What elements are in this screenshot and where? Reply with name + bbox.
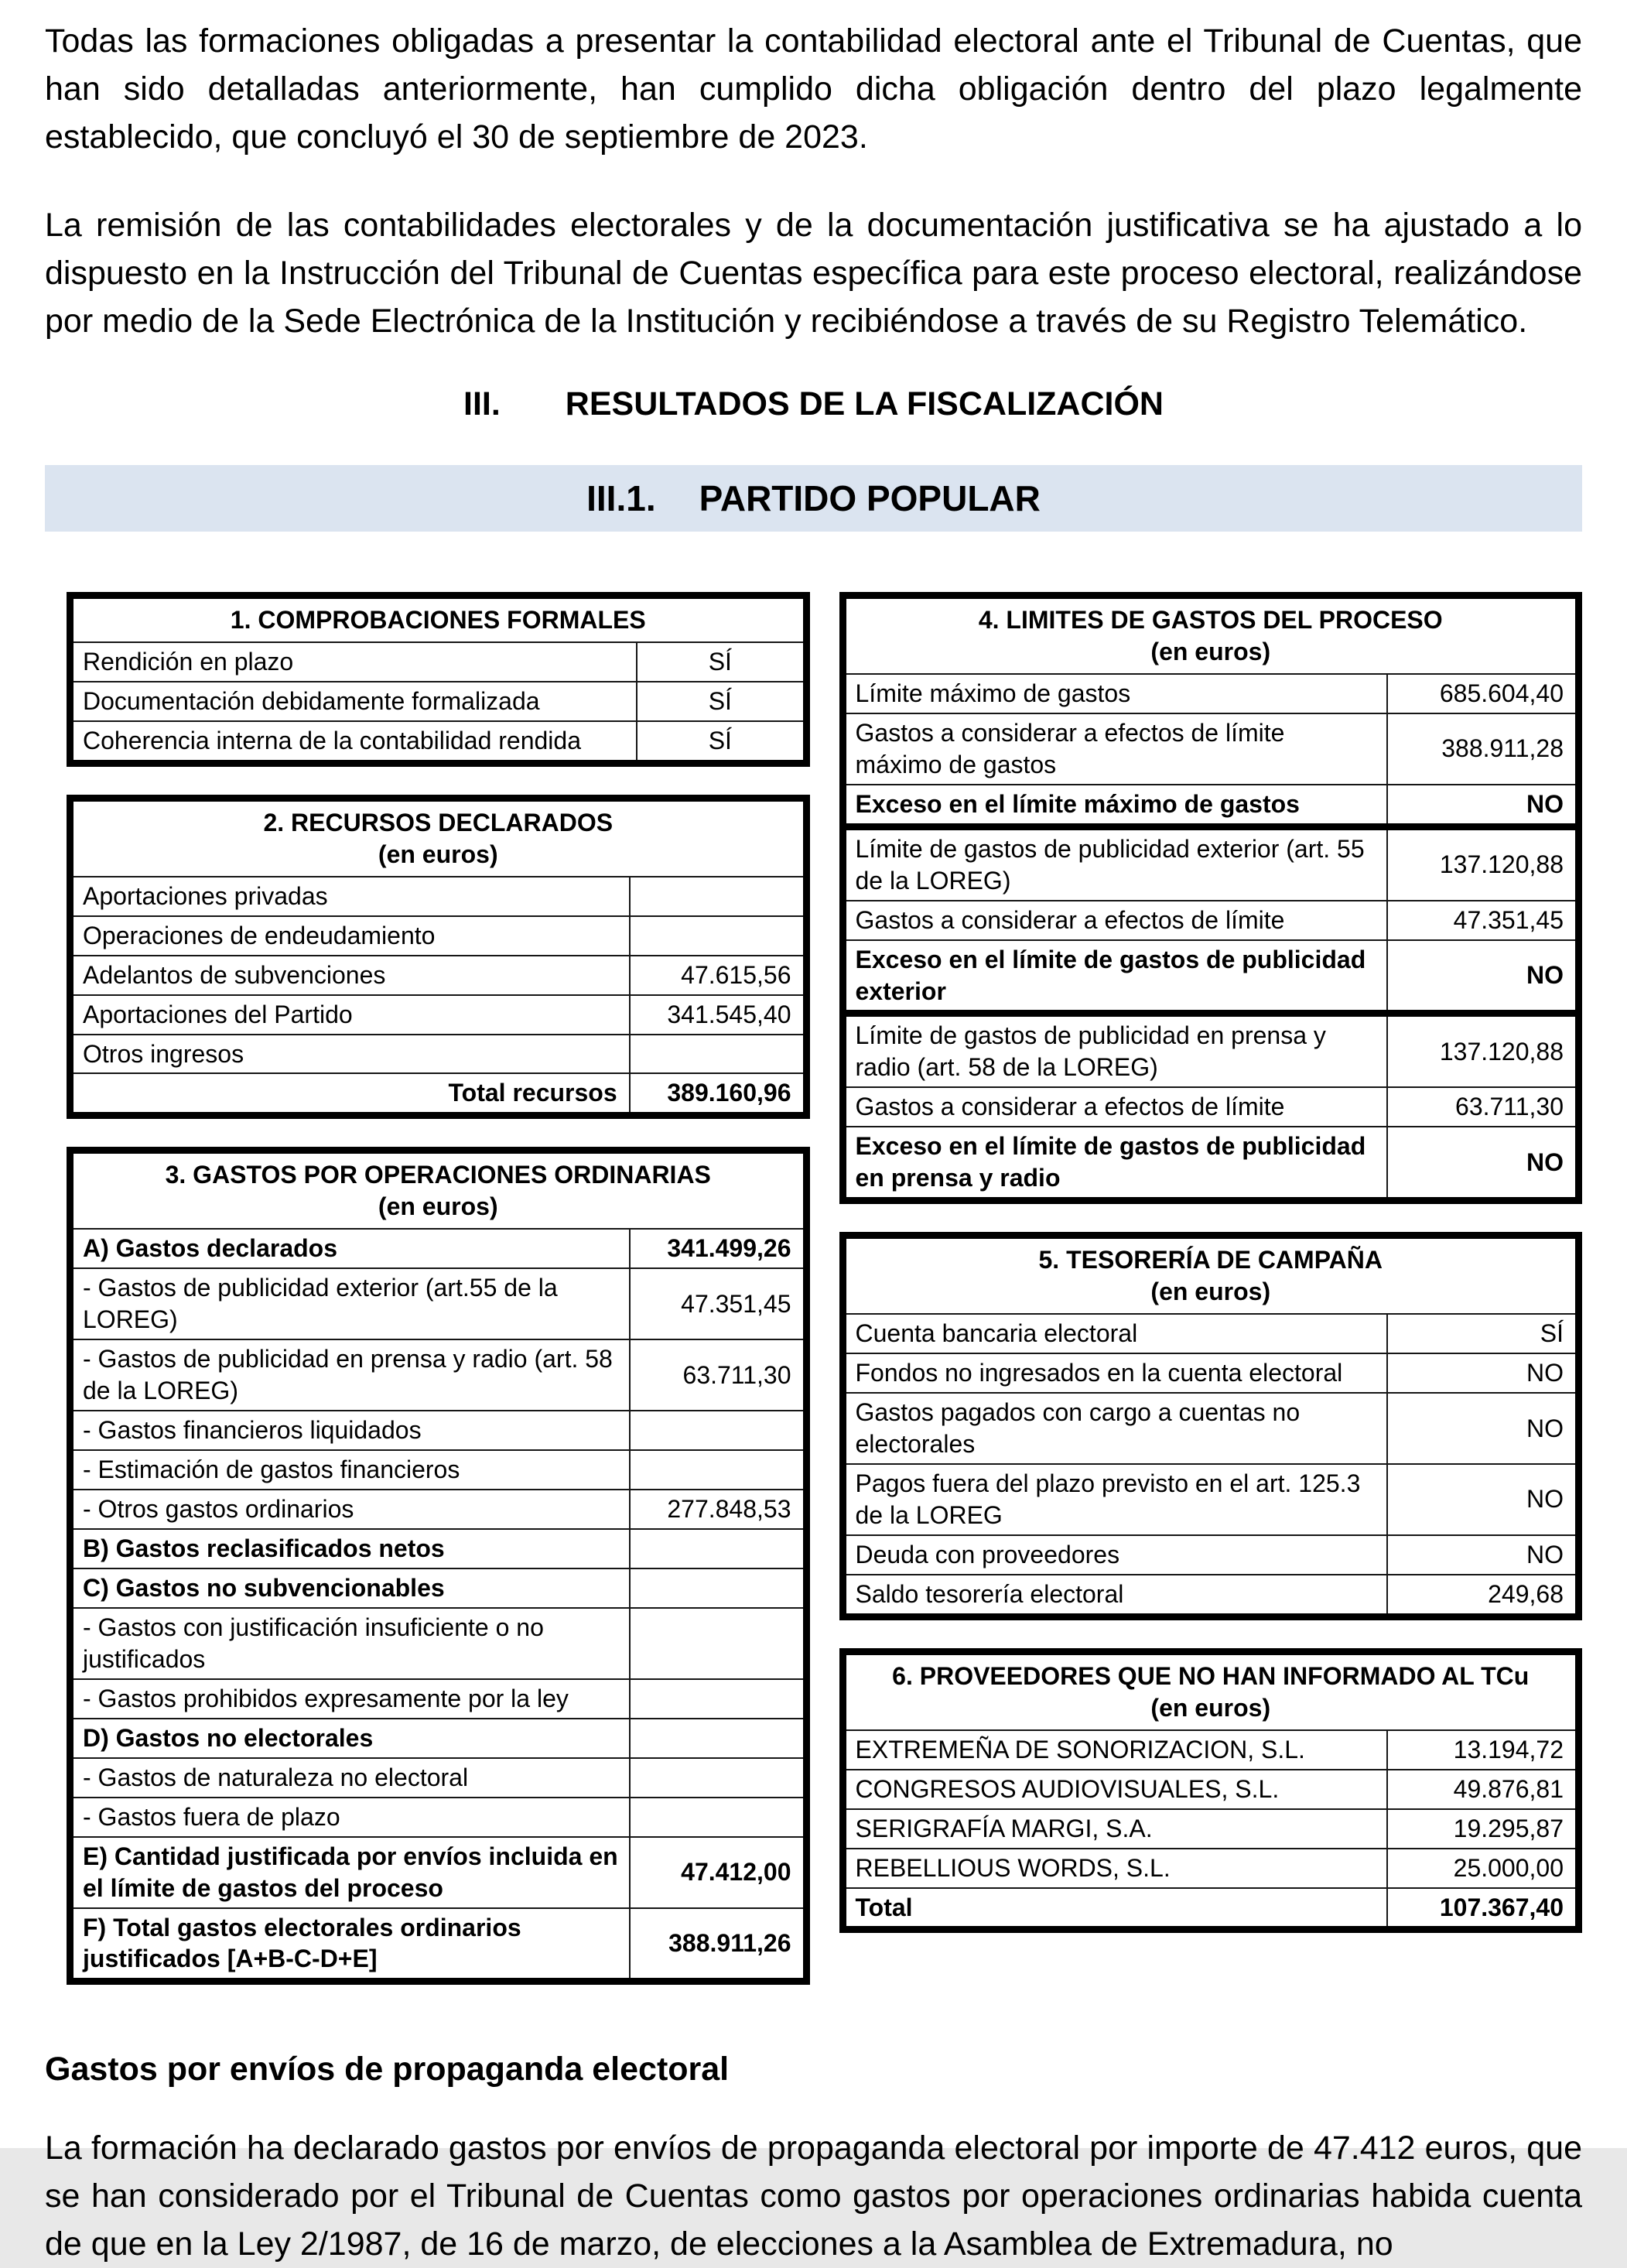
intro-paragraph-2: La remisión de las contabilidades electorales y de la documentación justificativa se ha ajustado a lo dispuesto en la Instrucción del Tribunal de Cuentas específica para este proceso electoral, realizándose por medio de la Sede Electrónica de la Institución y recibiéndose a través de su Registro Telemático.	[45, 207, 1582, 340]
subsection-title: PARTIDO POPULAR	[699, 478, 1041, 518]
row-label: Aportaciones del Partido	[70, 995, 630, 1035]
table-row	[70, 1679, 807, 1719]
row-label: - Gastos de naturaleza no electoral	[70, 1758, 630, 1798]
row-value: 63.711,30	[630, 1339, 806, 1411]
row-label: Gastos a considerar a efectos de límite	[843, 901, 1387, 940]
row-value: NO	[1387, 940, 1578, 1014]
table-recursos-declarados	[67, 795, 810, 1120]
row-value: 47.351,45	[1387, 901, 1578, 940]
row-value: 389.160,96	[630, 1073, 806, 1115]
row-value	[630, 1798, 806, 1837]
table-row	[70, 1268, 807, 1339]
row-label: - Gastos fuera de plazo	[70, 1798, 630, 1837]
row-label: - Gastos prohibidos expresamente por la ley	[70, 1679, 630, 1719]
row-label: Rendición en plazo	[70, 642, 637, 682]
table-title: 2. RECURSOS DECLARADOS (en euros)	[70, 798, 807, 876]
table-row	[843, 713, 1579, 785]
table-limites-gastos-proceso	[839, 592, 1583, 1204]
table-row	[70, 995, 807, 1035]
table-row	[70, 1798, 807, 1837]
row-value	[630, 1035, 806, 1074]
row-value	[630, 1608, 806, 1679]
table-title: 6. PROVEEDORES QUE NO HAN INFORMADO AL TCu (en euros)	[843, 1651, 1579, 1729]
row-value: 685.604,40	[1387, 674, 1578, 713]
table-row	[70, 1608, 807, 1679]
row-label: Exceso en el límite de gastos de publicidad en prensa y radio	[843, 1127, 1387, 1200]
table-row	[843, 826, 1579, 900]
table-row	[70, 721, 807, 763]
row-label: - Gastos de publicidad en prensa y radio (art. 58 de la LOREG)	[70, 1339, 630, 1411]
row-value	[630, 877, 806, 916]
row-label: REBELLIOUS WORDS, S.L.	[843, 1849, 1387, 1888]
row-label: CONGRESOS AUDIOVISUALES, S.L.	[843, 1770, 1387, 1809]
row-value: 388.911,26	[630, 1908, 806, 1982]
table-row	[70, 1837, 807, 1908]
table-row	[70, 1450, 807, 1490]
row-label: Total recursos	[70, 1073, 630, 1115]
table-row	[843, 1314, 1579, 1353]
table-row	[70, 916, 807, 956]
row-label: Saldo tesorería electoral	[843, 1575, 1387, 1616]
row-value: 47.351,45	[630, 1268, 806, 1339]
row-value	[630, 1679, 806, 1719]
row-label: - Otros gastos ordinarios	[70, 1490, 630, 1529]
row-value: 49.876,81	[1387, 1770, 1578, 1809]
table-row	[843, 1575, 1579, 1616]
table-tesoreria-campana	[839, 1232, 1583, 1620]
row-label: Total	[843, 1888, 1387, 1930]
table-row	[70, 1719, 807, 1758]
table-row	[843, 674, 1579, 713]
section-heading	[45, 385, 1582, 423]
row-label: F) Total gastos electorales ordinarios justificados [A+B-C-D+E]	[70, 1908, 630, 1982]
row-value: 25.000,00	[1387, 1849, 1578, 1888]
row-value: 341.545,40	[630, 995, 806, 1035]
row-label: Gastos pagados con cargo a cuentas no electorales	[843, 1393, 1387, 1464]
row-label: Límite máximo de gastos	[843, 674, 1387, 713]
row-label: Pagos fuera del plazo previsto en el art. 125.3 de la LOREG	[843, 1464, 1387, 1535]
row-label: Aportaciones privadas	[70, 877, 630, 916]
row-label: Coherencia interna de la contabilidad rendida	[70, 721, 637, 763]
table-title: 3. GASTOS POR OPERACIONES ORDINARIAS (en euros)	[70, 1151, 807, 1229]
row-value: 47.412,00	[630, 1837, 806, 1908]
table-row	[843, 1014, 1579, 1087]
table-row	[843, 901, 1579, 940]
table-row	[70, 956, 807, 995]
table-row	[843, 1464, 1579, 1535]
row-value	[630, 1758, 806, 1798]
row-value	[630, 1719, 806, 1758]
row-value	[630, 1411, 806, 1450]
table-header-row	[70, 1151, 807, 1229]
row-value: 47.615,56	[630, 956, 806, 995]
row-value: NO	[1387, 1535, 1578, 1575]
row-value	[630, 1450, 806, 1490]
row-label: EXTREMEÑA DE SONORIZACION, S.L.	[843, 1730, 1387, 1770]
table-row	[70, 1568, 807, 1608]
tables-right-column	[839, 592, 1583, 1961]
row-label: D) Gastos no electorales	[70, 1719, 630, 1758]
row-value: 249,68	[1387, 1575, 1578, 1616]
table-row	[843, 785, 1579, 826]
row-value: SÍ	[637, 721, 806, 763]
row-label: Límite de gastos de publicidad en prensa y radio (art. 58 de la LOREG)	[843, 1014, 1387, 1087]
row-label: Cuenta bancaria electoral	[843, 1314, 1387, 1353]
row-label: C) Gastos no subvencionables	[70, 1568, 630, 1608]
table-row	[70, 682, 807, 721]
table-row	[70, 1908, 807, 1982]
row-label: B) Gastos reclasificados netos	[70, 1529, 630, 1568]
table-proveedores-tcu	[839, 1648, 1583, 1934]
table-row	[843, 1087, 1579, 1127]
row-label: Límite de gastos de publicidad exterior (art. 55 de la LOREG)	[843, 826, 1387, 900]
table-row	[70, 1073, 807, 1115]
row-label: Otros ingresos	[70, 1035, 630, 1074]
table-row	[843, 1809, 1579, 1849]
row-label: E) Cantidad justificada por envíos incluida en el límite de gastos del proceso	[70, 1837, 630, 1908]
row-value	[630, 916, 806, 956]
intro-paragraph-1: Todas las formaciones obligadas a presentar la contabilidad electoral ante el Tribunal de Cuentas, que han sido detalladas anteriormente, han cumplido dicha obligación dentro del plazo legalmente establecido, que concluyó el 30 de septiembre de 2023.	[45, 22, 1582, 156]
row-label: Operaciones de endeudamiento	[70, 916, 630, 956]
row-value	[630, 1529, 806, 1568]
table-row	[843, 1730, 1579, 1770]
table-title: 1. COMPROBACIONES FORMALES	[70, 596, 807, 642]
table-header-row	[843, 596, 1579, 674]
subsection-heading	[45, 465, 1582, 532]
row-value: 388.911,28	[1387, 713, 1578, 785]
row-label: Fondos no ingresados en la cuenta electoral	[843, 1353, 1387, 1393]
table-header-row	[843, 1236, 1579, 1314]
table-comprobaciones-formales	[67, 592, 810, 767]
row-value: NO	[1387, 1464, 1578, 1535]
table-row	[843, 1535, 1579, 1575]
row-value: 19.295,87	[1387, 1809, 1578, 1849]
row-label: - Gastos con justificación insuficiente o no justificados	[70, 1608, 630, 1679]
row-value: 277.848,53	[630, 1490, 806, 1529]
row-label: - Gastos financieros liquidados	[70, 1411, 630, 1450]
table-row	[70, 1758, 807, 1798]
table-gastos-operaciones-ordinarias	[67, 1147, 810, 1985]
tables-left-column	[67, 592, 810, 2013]
row-label: - Gastos de publicidad exterior (art.55 de la LOREG)	[70, 1268, 630, 1339]
row-value: NO	[1387, 785, 1578, 826]
row-value: 63.711,30	[1387, 1087, 1578, 1127]
row-value: SÍ	[1387, 1314, 1578, 1353]
table-row	[70, 1229, 807, 1268]
row-value: NO	[1387, 1393, 1578, 1464]
row-label: Exceso en el límite máximo de gastos	[843, 785, 1387, 826]
table-row	[70, 1035, 807, 1074]
row-value: SÍ	[637, 642, 806, 682]
table-header-row	[70, 596, 807, 642]
row-label: SERIGRAFÍA MARGI, S.A.	[843, 1809, 1387, 1849]
table-header-row	[70, 798, 807, 876]
row-value: 107.367,40	[1387, 1888, 1578, 1930]
row-label: Deuda con proveedores	[843, 1535, 1387, 1575]
tables-area	[67, 592, 1582, 2013]
row-label: Adelantos de subvenciones	[70, 956, 630, 995]
row-label: Documentación debidamente formalizada	[70, 682, 637, 721]
table-header-row	[843, 1651, 1579, 1729]
table-row	[70, 642, 807, 682]
row-label: A) Gastos declarados	[70, 1229, 630, 1268]
row-value: 137.120,88	[1387, 1014, 1578, 1087]
table-row	[70, 1411, 807, 1450]
subsection-number: III.1.	[586, 478, 656, 518]
row-value: 341.499,26	[630, 1229, 806, 1268]
table-row	[843, 1127, 1579, 1200]
row-label: Exceso en el límite de gastos de publicidad exterior	[843, 940, 1387, 1014]
row-value: SÍ	[637, 682, 806, 721]
section-number: III.	[463, 385, 501, 422]
row-value: 13.194,72	[1387, 1730, 1578, 1770]
row-label: Gastos a considerar a efectos de límite máximo de gastos	[843, 713, 1387, 785]
table-row	[843, 1770, 1579, 1809]
section-title: RESULTADOS DE LA FISCALIZACIÓN	[565, 385, 1164, 422]
table-row	[843, 1849, 1579, 1888]
table-row	[843, 1353, 1579, 1393]
table-row	[843, 940, 1579, 1014]
row-value: NO	[1387, 1127, 1578, 1200]
row-value: 137.120,88	[1387, 826, 1578, 900]
footer-heading: Gastos por envíos de propaganda electoral	[45, 2051, 730, 2088]
row-label: Gastos a considerar a efectos de límite	[843, 1087, 1387, 1127]
table-row	[70, 1490, 807, 1529]
table-title: 4. LIMITES DE GASTOS DEL PROCESO (en euros)	[843, 596, 1579, 674]
table-row	[70, 1529, 807, 1568]
table-row	[843, 1888, 1579, 1930]
table-title: 5. TESORERÍA DE CAMPAÑA (en euros)	[843, 1236, 1579, 1314]
row-value: NO	[1387, 1353, 1578, 1393]
row-value	[630, 1568, 806, 1608]
table-row	[70, 877, 807, 916]
row-label: - Estimación de gastos financieros	[70, 1450, 630, 1490]
table-row	[843, 1393, 1579, 1464]
table-row	[70, 1339, 807, 1411]
footer-paragraph: La formación ha declarado gastos por envíos de propaganda electoral por importe de 47.412 euros, que se han considerado por el Tribunal de Cuentas como gastos por operaciones ordinarias habida cuenta de que en la Ley 2/1987, de 16 de marzo, de elecciones a la Asamblea de Extremadura, no	[45, 2129, 1582, 2263]
